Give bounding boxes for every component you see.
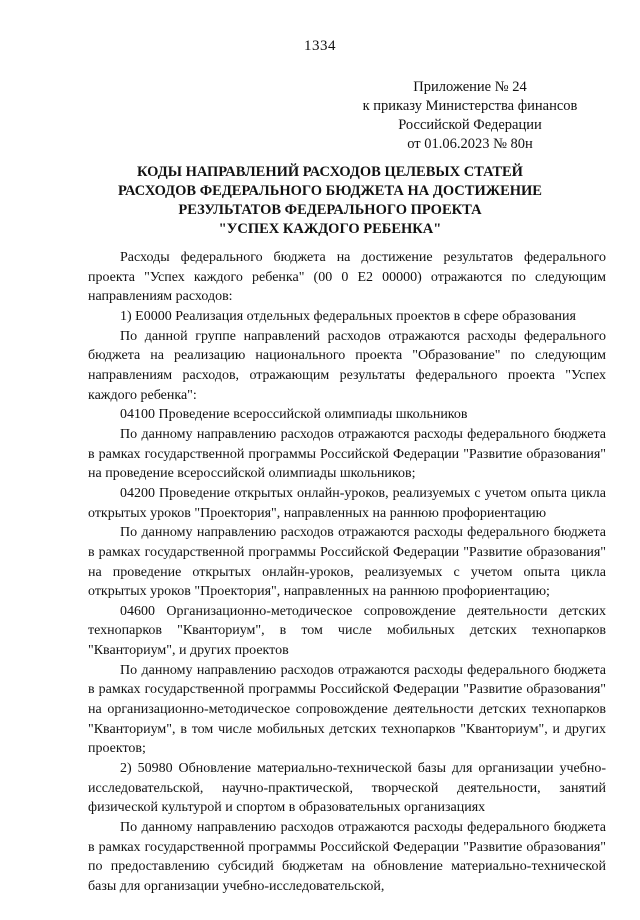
paragraph: По данной группе направлений расходов отражаются расходы федерального бюджета на реализацию национального проекта "Образование" по следующим направлениям расходов, отражающим результаты федерального проекта "Успех каждого ребенка": — [88, 328, 606, 403]
page-number: 1334 — [304, 38, 336, 54]
paragraph: 04100 Проведение всероссийской олимпиады школьников — [120, 407, 468, 423]
paragraph: 04600 Организационно-методическое сопровождение деятельности детских технопарков "Кванториум", в том числе мобильных детских технопарков "Кванториум", и других проектов — [88, 603, 606, 659]
document-body — [88, 248, 606, 897]
title-line: "УСПЕХ КАЖДОГО РЕБЕНКА" — [218, 221, 442, 237]
appendix-block — [355, 78, 585, 154]
paragraph: По данному направлению расходов отражаются расходы федерального бюджета в рамках государственной программы Российской Федерации "Развитие образования" на проведение всероссийской олимпиады школьников; — [88, 426, 606, 482]
title-line: КОДЫ НАПРАВЛЕНИЙ РАСХОДОВ ЦЕЛЕВЫХ СТАТЕЙ — [137, 164, 523, 180]
paragraph: 04200 Проведение открытых онлайн-уроков, реализуемых с учетом опыта цикла открытых уроков "Проектория", направленных на раннюю профориентацию — [88, 485, 606, 521]
paragraph: 1) Е0000 Реализация отдельных федеральных проектов в сфере образования — [120, 308, 576, 324]
title-line: РЕЗУЛЬТАТОВ ФЕДЕРАЛЬНОГО ПРОЕКТА — [178, 202, 482, 218]
appendix-line: Российской Федерации — [398, 117, 542, 133]
paragraph: По данному направлению расходов отражаются расходы федерального бюджета в рамках государственной программы Российской Федерации "Развитие образования" на проведение открытых онлайн-уроков, реализуемых с учетом опыта цикла открытых уроков "Проектория", направленных на раннюю профориентацию; — [88, 525, 606, 600]
paragraph: 2) 50980 Обновление материально-технической базы для организации учебно-исследовательской, научно-практической, творческой деятельности, занятий физической культурой и спортом в образовательных организациях — [88, 761, 606, 816]
appendix-line: к приказу Министерства финансов — [362, 98, 578, 114]
document-title — [60, 163, 600, 239]
title-line: РАСХОДОВ ФЕДЕРАЛЬНОГО БЮДЖЕТА НА ДОСТИЖЕНИЕ — [118, 183, 542, 199]
appendix-line: от 01.06.2023 № 80н — [407, 136, 533, 152]
paragraph: По данному направлению расходов отражаются расходы федерального бюджета в рамках государственной программы Российской Федерации "Развитие образования" на организационно-методическое сопровождение деятельности детских технопарков "Кванториум", в том числе мобильных детских технопарков "Кванториум", и других проектов; — [88, 662, 606, 757]
appendix-line: Приложение № 24 — [413, 79, 527, 95]
paragraph: Расходы федерального бюджета на достижение результатов федерального проекта "Успех каждого ребенка" (00 0 Е2 00000) отражаются по следующим направлениям расходов: — [88, 250, 606, 305]
paragraph: По данному направлению расходов отражаются расходы федерального бюджета в рамках государственной программы Российской Федерации "Развитие образования" по предоставлению субсидий бюджетам на обновление материально-технической базы для организации учебно-исследовательской, — [88, 820, 606, 894]
